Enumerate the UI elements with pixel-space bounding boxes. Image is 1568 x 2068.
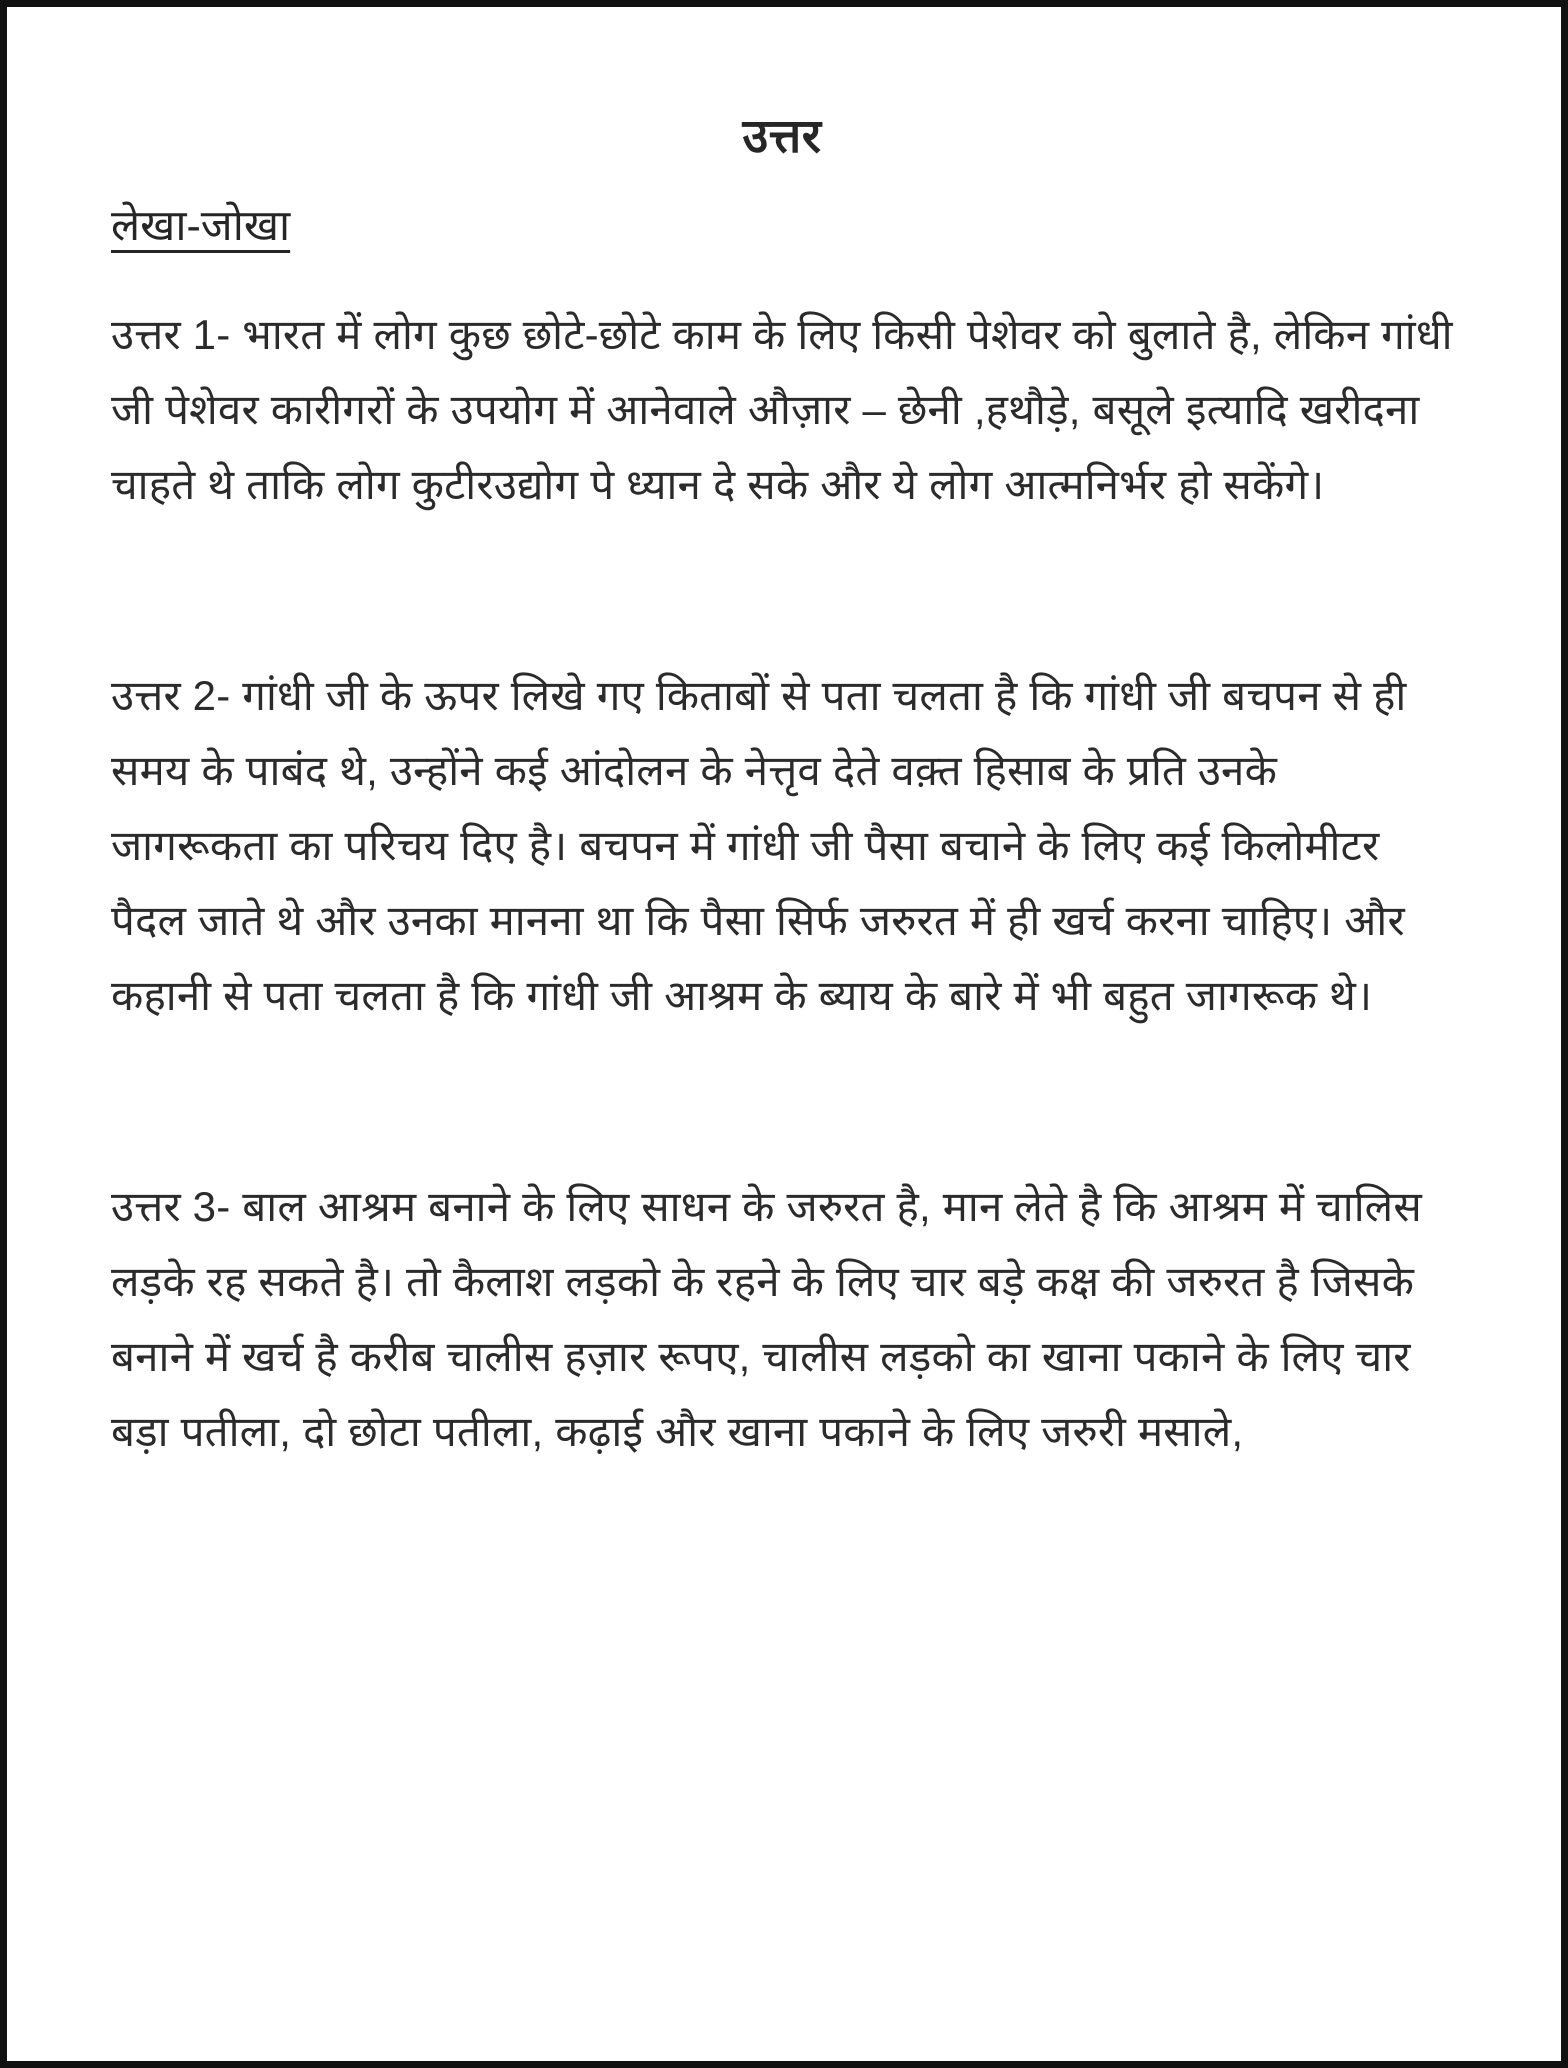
answer-3-paragraph: उत्तर 3- बाल आश्रम बनाने के लिए साधन के जरुरत है, मान लेते है कि आश्रम में चालिस लड़के रह सकते है। तो कैलाश लड़को के रहने के लिए चार बड़े कक्ष की जरुरत है जिसके बनाने में खर्च है करीब चालीस हज़ार रूपए, चालीस लड़को का खाना पकाने के लिए चार बड़ा पतीला, दो छोटा पतीला, कढ़ाई और खाना पकाने के लिए जरुरी मसाले,	[111, 1183, 1422, 1455]
paragraph-spacer	[111, 1033, 1453, 1169]
page-title: उत्तर	[742, 109, 822, 162]
section-heading-row	[111, 194, 1453, 297]
answer-1-paragraph: उत्तर 1- भारत में लोग कुछ छोटे-छोटे काम के लिए किसी पेशेवर को बुलाते है, लेकिन गांधी जी पेशेवर कारीगरों के उपयोग में आनेवाले औज़ार – छेनी ,हथौड़े, बसूले इत्यादि खरीदना चाहते थे ताकि लोग कुटीरउद्योग पे ध्यान दे सके और ये लोग आत्मनिर्भर हो सकेंगे।	[111, 311, 1453, 508]
section-heading: लेखा-जोखा	[111, 202, 291, 250]
document-content	[7, 7, 1561, 1469]
paragraph-spacer	[111, 522, 1453, 658]
answer-2-paragraph: उत्तर 2- गांधी जी के ऊपर लिखे गए किताबों से पता चलता है कि गांधी जी बचपन से ही समय के पाबंद थे, उन्होंने कई आंदोलन के नेत्तृव देते वक़्त हिसाब के प्रति उनके जागरूकता का परिचय दिए है। बचपन में गांधी जी पैसा बचाने के लिए कई किलोमीटर पैदल जाते थे और उनका मानना था कि पैसा सिर्फ जरुरत में ही खर्च करना चाहिए। और कहानी से पता चलता है कि गांधी जी आश्रम के ब्याय के बारे में भी बहुत जागरूक थे।	[111, 672, 1407, 1019]
